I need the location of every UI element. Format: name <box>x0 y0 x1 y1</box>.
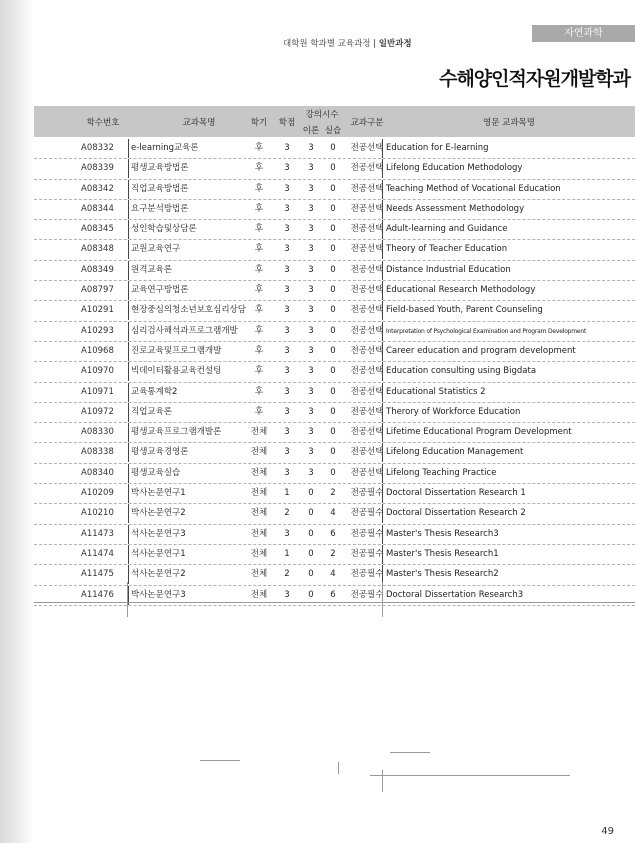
theory-hours: 0 <box>308 569 314 580</box>
table-row <box>34 261 635 281</box>
practice-hours: 2 <box>330 548 336 559</box>
header-name: 교과목명 <box>182 118 216 128</box>
english-course-name: Distance Industrial Education <box>382 261 635 280</box>
course-category: 전공필수 <box>350 488 384 499</box>
course-category: 전공선택 <box>350 447 384 458</box>
course-name: 교원교육연구 <box>128 240 263 259</box>
breadcrumb-current: 일반과정 <box>378 39 412 49</box>
stray-rule <box>370 775 570 776</box>
table-row <box>34 200 635 220</box>
english-course-name: Adult-learning and Guidance <box>382 220 635 239</box>
english-course-name: Lifelong Education Methodology <box>382 159 635 178</box>
header-hours: 강의시수 <box>305 110 339 120</box>
practice-hours: 0 <box>330 285 336 296</box>
course-category: 전공선택 <box>350 264 384 275</box>
table-row <box>34 403 635 423</box>
course-name: 현장중심의청소년보호심리상담 <box>128 301 263 320</box>
practice-hours: 0 <box>330 264 336 275</box>
theory-hours: 3 <box>308 143 314 153</box>
course-code: A08330 <box>81 427 114 438</box>
course-name: 교육연구방법론 <box>128 281 263 300</box>
theory-hours: 3 <box>308 305 314 316</box>
course-category: 전공선택 <box>350 345 384 356</box>
semester: 전체 <box>250 569 268 580</box>
english-course-name: Master's Thesis Research2 <box>382 565 635 584</box>
course-name: 박사논문연구2 <box>128 504 263 523</box>
header-credits: 학점 <box>278 118 296 128</box>
practice-hours: 0 <box>330 386 336 397</box>
table-header <box>34 106 635 137</box>
course-category: 전공필수 <box>350 548 384 559</box>
course-category: 전공선택 <box>350 203 384 214</box>
breadcrumb-text: 대학원 학과별 교육과정 | <box>283 39 377 49</box>
table-row <box>34 301 635 321</box>
practice-hours: 6 <box>330 528 336 539</box>
practice-hours: 0 <box>330 366 336 377</box>
theory-hours: 3 <box>308 467 314 478</box>
credits: 3 <box>284 427 290 438</box>
practice-hours: 4 <box>330 569 336 580</box>
course-code: A11476 <box>81 589 114 600</box>
table-bottom-rule <box>34 602 635 603</box>
course-code: A10210 <box>81 508 114 519</box>
course-code: A10209 <box>81 488 114 499</box>
credits: 3 <box>284 285 290 296</box>
course-name: 원격교육론 <box>128 261 263 280</box>
course-code: A08348 <box>81 244 114 255</box>
theory-hours: 3 <box>308 427 314 438</box>
course-name: 박사논문연구3 <box>128 586 263 605</box>
course-category: 전공선택 <box>350 305 384 316</box>
credits: 3 <box>284 224 290 235</box>
credits: 3 <box>284 345 290 356</box>
semester: 후 <box>254 183 264 194</box>
credits: 3 <box>284 264 290 275</box>
practice-hours: 0 <box>330 427 336 438</box>
theory-hours: 3 <box>308 224 314 235</box>
course-category: 전공선택 <box>350 406 384 417</box>
course-name: 직업교육론 <box>128 403 263 422</box>
practice-hours: 0 <box>330 203 336 214</box>
english-course-name: Teaching Method of Vocational Education <box>382 180 635 199</box>
table-row <box>34 139 635 159</box>
semester: 후 <box>254 386 264 397</box>
table-row <box>34 240 635 260</box>
credits: 3 <box>284 528 290 539</box>
table-row <box>34 565 635 585</box>
english-course-name: Doctoral Dissertation Research 2 <box>382 504 635 523</box>
course-category: 전공선택 <box>350 386 384 397</box>
course-name: 박사논문연구1 <box>128 484 263 503</box>
english-course-name: Master's Thesis Research3 <box>382 525 635 544</box>
theory-hours: 0 <box>308 548 314 559</box>
header-code: 학수번호 <box>86 118 120 128</box>
course-code: A08349 <box>81 264 114 275</box>
course-name: 석사논문연구2 <box>128 565 263 584</box>
course-code: A08332 <box>81 143 114 153</box>
theory-hours: 3 <box>308 345 314 356</box>
theory-hours: 3 <box>308 264 314 275</box>
header-theory: 이론 <box>302 126 320 136</box>
course-category: 전공선택 <box>350 325 384 336</box>
theory-hours: 3 <box>308 183 314 194</box>
course-category: 전공선택 <box>350 224 384 235</box>
semester: 전체 <box>250 508 268 519</box>
breadcrumb <box>283 37 412 49</box>
table-row <box>34 443 635 463</box>
credits: 3 <box>284 589 290 600</box>
semester: 후 <box>254 143 264 153</box>
theory-hours: 3 <box>308 163 314 174</box>
column-divider <box>127 582 128 617</box>
header-category: 교과구분 <box>350 118 384 128</box>
english-course-name: Lifelong Teaching Practice <box>382 464 635 483</box>
course-table-body <box>34 139 635 606</box>
english-course-name: Career education and program development <box>382 342 635 361</box>
course-category: 전공필수 <box>350 589 384 600</box>
credits: 3 <box>284 467 290 478</box>
table-row <box>34 322 635 342</box>
credits: 3 <box>284 366 290 377</box>
section-tag: 자연과학 <box>532 25 635 42</box>
semester: 후 <box>254 264 264 275</box>
course-name: 요구분석방법론 <box>128 200 263 219</box>
stray-rule <box>338 762 339 774</box>
semester: 전체 <box>250 447 268 458</box>
credits: 3 <box>284 163 290 174</box>
table-row <box>34 362 635 382</box>
theory-hours: 3 <box>308 366 314 377</box>
page-number: 49 <box>601 826 614 837</box>
course-code: A10971 <box>81 386 114 397</box>
semester: 전체 <box>250 589 268 600</box>
english-course-name: Therory of Workforce Education <box>382 403 635 422</box>
course-code: A08339 <box>81 163 114 174</box>
semester: 후 <box>254 345 264 356</box>
semester: 후 <box>254 224 264 235</box>
course-category: 전공선택 <box>350 427 384 438</box>
table-row <box>34 383 635 403</box>
english-course-name: Education consulting using Bigdata <box>382 362 635 381</box>
english-course-name: Doctoral Dissertation Research 1 <box>382 484 635 503</box>
credits: 3 <box>284 447 290 458</box>
practice-hours: 0 <box>330 305 336 316</box>
semester: 후 <box>254 305 264 316</box>
course-code: A10970 <box>81 366 114 377</box>
practice-hours: 0 <box>330 325 336 336</box>
credits: 3 <box>284 325 290 336</box>
course-category: 전공필수 <box>350 528 384 539</box>
theory-hours: 3 <box>308 244 314 255</box>
semester: 전체 <box>250 528 268 539</box>
course-code: A08344 <box>81 203 114 214</box>
credits: 3 <box>284 386 290 397</box>
course-name: 성인학습및상담론 <box>128 220 263 239</box>
table-row <box>34 180 635 200</box>
course-name: 직업교육방법론 <box>128 180 263 199</box>
course-code: A11475 <box>81 569 114 580</box>
course-category: 전공선택 <box>350 163 384 174</box>
semester: 후 <box>254 244 264 255</box>
english-course-name: Needs Assessment Methodology <box>382 200 635 219</box>
english-course-name: Lifelong Education Management <box>382 443 635 462</box>
table-row <box>34 220 635 240</box>
course-code: A10291 <box>81 305 114 316</box>
course-code: A10293 <box>81 325 114 336</box>
course-name: 평생교육경영론 <box>128 443 263 462</box>
course-name: e-learning교육론 <box>128 139 263 158</box>
practice-hours: 2 <box>330 488 336 499</box>
semester: 전체 <box>250 467 268 478</box>
course-category: 전공선택 <box>350 183 384 194</box>
table-row <box>34 525 635 545</box>
course-name: 교육통계학2 <box>128 383 263 402</box>
credits: 3 <box>284 203 290 214</box>
credits: 2 <box>284 508 290 519</box>
semester: 후 <box>254 285 264 296</box>
credits: 1 <box>284 488 290 499</box>
theory-hours: 0 <box>308 528 314 539</box>
theory-hours: 3 <box>308 203 314 214</box>
theory-hours: 3 <box>308 325 314 336</box>
course-code: A10968 <box>81 345 114 356</box>
department-title: 수해양인적자원개발학과 <box>439 68 630 90</box>
course-code: A08345 <box>81 224 114 235</box>
column-divider <box>382 582 383 617</box>
course-category: 전공선택 <box>350 143 384 153</box>
stray-rule <box>200 760 240 761</box>
table-row <box>34 159 635 179</box>
english-course-name: Lifetime Educational Program Development <box>382 423 635 442</box>
theory-hours: 3 <box>308 285 314 296</box>
table-row <box>34 423 635 443</box>
english-course-name: Field-based Youth, Parent Counseling <box>382 301 635 320</box>
scan-edge-shadow <box>0 0 34 843</box>
table-row <box>34 342 635 362</box>
credits: 1 <box>284 548 290 559</box>
table-row <box>34 464 635 484</box>
semester: 후 <box>254 163 264 174</box>
semester: 후 <box>254 406 264 417</box>
practice-hours: 0 <box>330 467 336 478</box>
english-course-name: Education for E-learning <box>382 139 635 158</box>
table-row <box>34 504 635 524</box>
english-course-name: Doctoral Dissertation Research3 <box>382 586 635 605</box>
semester: 전체 <box>250 548 268 559</box>
course-name: 평생교육방법론 <box>128 159 263 178</box>
course-name: 석사논문연구3 <box>128 525 263 544</box>
theory-hours: 0 <box>308 508 314 519</box>
course-code: A11473 <box>81 528 114 539</box>
table-row <box>34 545 635 565</box>
stray-rule <box>390 752 430 753</box>
credits: 3 <box>284 305 290 316</box>
course-code: A08342 <box>81 183 114 194</box>
course-name: 심리검사해석과프로그램개발 <box>128 322 263 341</box>
course-code: A11474 <box>81 548 114 559</box>
credits: 3 <box>284 143 290 153</box>
english-course-name: Educational Statistics 2 <box>382 383 635 402</box>
table-row <box>34 281 635 301</box>
english-course-name: Interpretation of Psychological Examination and Program Development <box>382 322 635 341</box>
english-course-name: Theory of Teacher Education <box>382 240 635 259</box>
english-course-name: Educational Research Methodology <box>382 281 635 300</box>
semester: 전체 <box>250 427 268 438</box>
header-semester: 학기 <box>250 118 268 128</box>
practice-hours: 0 <box>330 244 336 255</box>
course-name: 진로교육및프로그램개발 <box>128 342 263 361</box>
course-category: 전공선택 <box>350 244 384 255</box>
semester: 전체 <box>250 488 268 499</box>
course-name: 평생교육실습 <box>128 464 263 483</box>
practice-hours: 4 <box>330 508 336 519</box>
course-name: 빅데이터활용교육컨설팅 <box>128 362 263 381</box>
course-name: 석사논문연구1 <box>128 545 263 564</box>
practice-hours: 6 <box>330 589 336 600</box>
credits: 3 <box>284 183 290 194</box>
semester: 후 <box>254 366 264 377</box>
course-name: 평생교육프로그램개발론 <box>128 423 263 442</box>
theory-hours: 3 <box>308 447 314 458</box>
theory-hours: 0 <box>308 589 314 600</box>
course-code: A08797 <box>81 285 114 296</box>
course-code: A08340 <box>81 467 114 478</box>
theory-hours: 0 <box>308 488 314 499</box>
semester: 후 <box>254 203 264 214</box>
practice-hours: 0 <box>330 447 336 458</box>
credits: 2 <box>284 569 290 580</box>
credits: 3 <box>284 406 290 417</box>
header-practice: 실습 <box>324 126 342 136</box>
course-category: 전공선택 <box>350 366 384 377</box>
english-course-name: Master's Thesis Research1 <box>382 545 635 564</box>
practice-hours: 0 <box>330 406 336 417</box>
course-code: A10972 <box>81 406 114 417</box>
theory-hours: 3 <box>308 386 314 397</box>
theory-hours: 3 <box>308 406 314 417</box>
course-category: 전공필수 <box>350 508 384 519</box>
header-english: 영문 교과목명 <box>483 118 535 128</box>
semester: 후 <box>254 325 264 336</box>
table-row <box>34 484 635 504</box>
course-category: 전공선택 <box>350 285 384 296</box>
practice-hours: 0 <box>330 345 336 356</box>
practice-hours: 0 <box>330 143 336 153</box>
course-category: 전공선택 <box>350 467 384 478</box>
practice-hours: 0 <box>330 224 336 235</box>
practice-hours: 0 <box>330 183 336 194</box>
course-code: A08338 <box>81 447 114 458</box>
practice-hours: 0 <box>330 163 336 174</box>
stray-rule <box>382 770 383 792</box>
credits: 3 <box>284 244 290 255</box>
course-category: 전공필수 <box>350 569 384 580</box>
